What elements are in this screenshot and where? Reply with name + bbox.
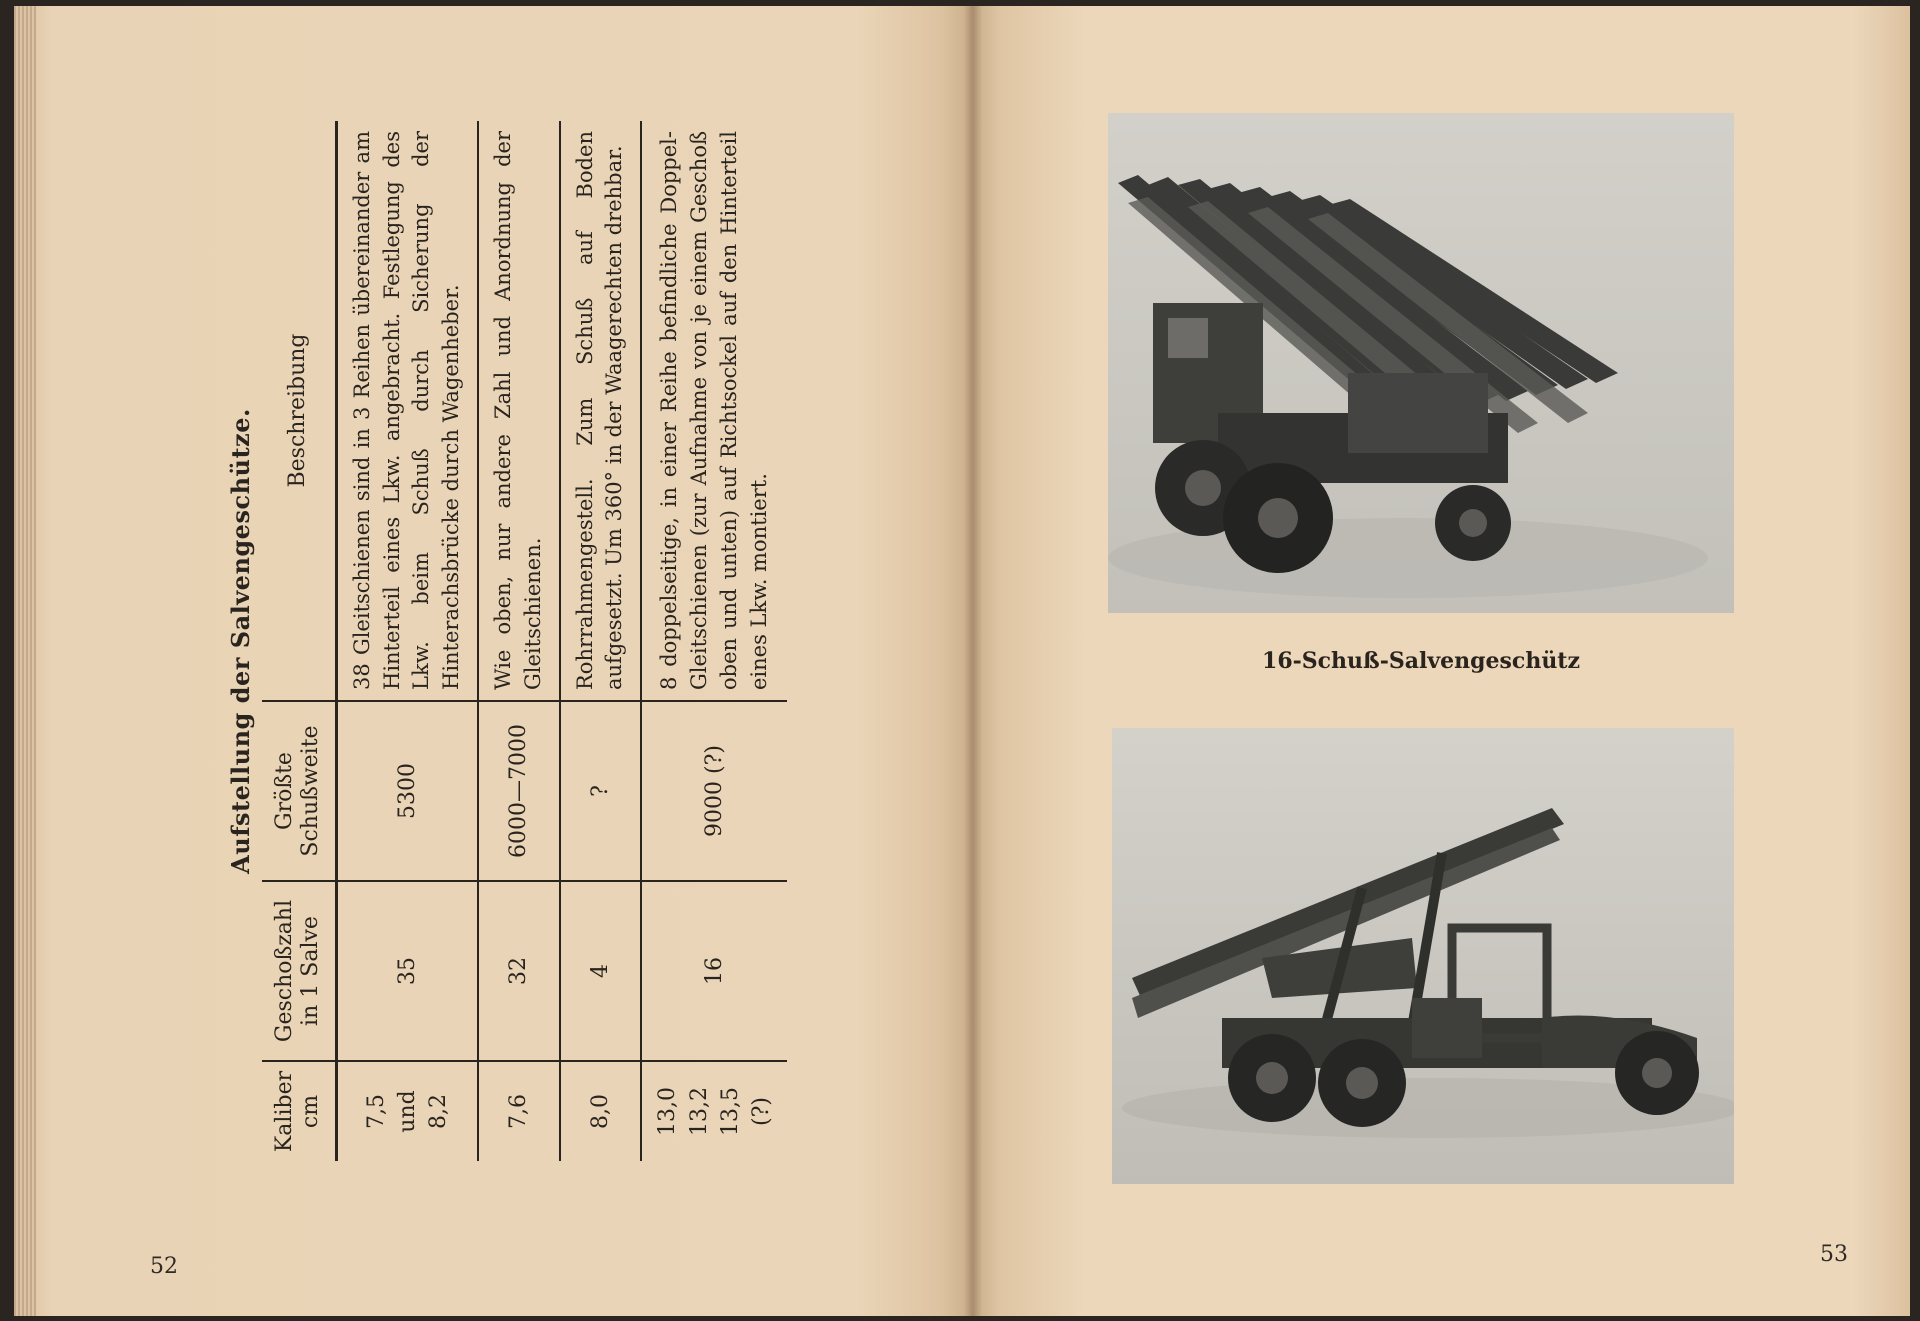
left-page	[14, 6, 972, 1316]
table-row	[478, 121, 560, 1161]
kaliber-line: 8,0	[587, 1094, 613, 1129]
table-row	[560, 121, 642, 1161]
cell-beschreibung: Wie oben, nur andere Zahl und Anordnung der Gleitschienen.	[478, 121, 560, 701]
header-geschosszahl: Geschoßzahl in 1 Salve	[262, 881, 336, 1061]
table-header-row	[262, 121, 336, 1161]
kaliber-line: 13,0	[655, 1087, 681, 1136]
header-beschreibung: Beschreibung	[262, 121, 336, 701]
cell-beschreibung: 8 doppelseitige, in einer Reihe befindliche Doppel-Gleitschienen (zur Aufnahme von je einem Geschoß oben und unten) auf Richtsockel auf den Hinterteil eines Lkw. montiert.	[641, 121, 787, 701]
page-number-right: 53	[1820, 1242, 1848, 1267]
cell-beschreibung: 38 Gleitschienen sind in 3 Reihen übereinander am Hinterteil eines Lkw. angebracht. Festlegung des Lkw. beim Schuß durch Sicherung der Hinterachsbrücke durch Wagenheber.	[336, 121, 478, 701]
cell-kaliber	[478, 1061, 560, 1161]
kaliber-line: 7,5	[363, 1094, 389, 1129]
book-spread	[14, 6, 1910, 1316]
kaliber-line: 7,6	[506, 1094, 532, 1129]
rotated-table-area	[226, 121, 926, 1161]
photo-rocket-launcher-truck-side	[1112, 728, 1734, 1184]
cell-geschosszahl: 4	[560, 881, 642, 1061]
kaliber-line: 8,2	[426, 1094, 452, 1129]
page-number-left: 52	[150, 1254, 178, 1279]
photo-caption: 16-Schuß-Salvengeschütz	[1262, 648, 1580, 674]
kaliber-line: 13,5 (?)	[717, 1087, 774, 1136]
cell-schussweite: 6000—7000	[478, 701, 560, 881]
launcher-truck-side-illustration	[1112, 728, 1734, 1184]
cell-kaliber	[641, 1061, 787, 1161]
page-stack-edge	[14, 6, 36, 1316]
kaliber-line: 13,2	[686, 1087, 712, 1136]
header-schussweite: Größte Schußweite	[262, 701, 336, 881]
cell-kaliber	[336, 1061, 478, 1161]
cell-kaliber	[560, 1061, 642, 1161]
photo-rocket-launcher-truck-angled	[1108, 113, 1734, 613]
header-kaliber: Kaliber cm	[262, 1061, 336, 1161]
table-row	[336, 121, 478, 1161]
launcher-truck-illustration	[1108, 113, 1734, 613]
cell-schussweite: 9000 (?)	[641, 701, 787, 881]
cell-geschosszahl: 16	[641, 881, 787, 1061]
salvo-table	[262, 121, 787, 1161]
kaliber-line: und	[394, 1090, 420, 1133]
cell-geschosszahl: 35	[336, 881, 478, 1061]
table-title: Aufstellung der Salvengeschütze.	[226, 408, 255, 874]
cell-beschreibung: Rohrrahmengestell. Zum Schuß auf Boden aufgesetzt. Um 360° in der Waagerechten drehbar.	[560, 121, 642, 701]
cell-schussweite: ?	[560, 701, 642, 881]
cell-geschosszahl: 32	[478, 881, 560, 1061]
rotated-table	[226, 121, 926, 1161]
table-row	[641, 121, 787, 1161]
cell-schussweite: 5300	[336, 701, 478, 881]
book-gutter	[964, 6, 982, 1316]
right-page	[972, 6, 1910, 1316]
